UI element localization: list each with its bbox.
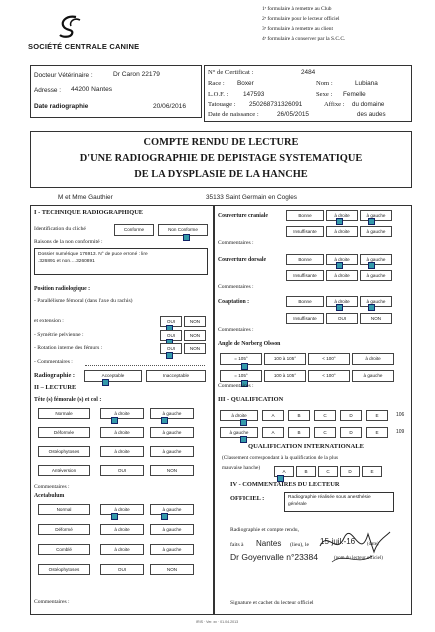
grade-option-b[interactable]: B [288,410,310,421]
scc-logo [56,14,84,40]
date-suffix: (date) [367,542,379,547]
footer: IRIS · Ver. xx · 01.04.2013 [196,620,239,624]
couv-cr-bonne[interactable]: Bonne [286,210,324,221]
radio-date: 20/06/2016 [153,103,187,110]
qualification-side: à droite [220,410,258,421]
grade-option-d[interactable]: D [340,427,362,438]
table-option-right[interactable]: à droite [100,408,144,419]
section-commentaires: IV - COMMENTAIRES DU LECTEUR [230,481,340,488]
vet-address: 44200 Nantes [71,86,113,93]
couv-do-insuf-droite[interactable]: à droite [326,270,358,281]
rotation-oui[interactable]: OUI [160,343,182,354]
race: Boxer [237,80,254,87]
grade-option-e[interactable]: E [366,427,388,438]
norberg-left-100-105[interactable]: 100 à 105° [264,370,306,382]
grade-option-d[interactable]: D [340,410,362,421]
qualification-side: à gauche [220,427,258,438]
coapt-oui[interactable]: OUI [326,313,358,324]
report-made-label: Radiographie et compte rendu, [230,527,299,533]
dog-name: Lubiana [355,80,378,87]
coapt-non[interactable]: NON [360,313,392,324]
checked-mark [368,255,375,274]
parallelisme-label: - Parallélisme fémoral (dans l'axe du rachis) [34,298,133,304]
checked-mark [111,506,118,525]
table-row-label: Ostéophytoses [38,446,90,457]
sex-label: Sexe : [316,91,333,98]
table-option-left[interactable]: à gauche [150,427,194,438]
qi-grade-a[interactable]: A [274,466,294,477]
couv-do-gauche[interactable]: à gauche [360,254,392,265]
couv-cr-insuf-gauche[interactable]: à gauche [360,226,392,237]
table-row-label: Déformée [38,427,90,438]
officiel-label: OFFICIEL : [230,495,265,502]
norberg-right-side: à droite [352,353,394,365]
table-option-right[interactable]: OUI [100,564,144,575]
lof-number: 147593 [243,91,265,98]
reader-label: (nom du lecteur officiel) [334,556,383,561]
qi-grade-b[interactable]: B [296,466,316,477]
faits-a-label: faits à [230,542,244,548]
cert-label: N° de Certificat : [208,69,254,76]
couv-do-droite[interactable]: à droite [326,254,358,265]
table-option-right[interactable]: à droite [100,446,144,457]
angle-right-value: 106 [396,412,405,418]
grade-option-e[interactable]: E [366,410,388,421]
table-option-left[interactable]: à gauche [150,408,194,419]
extension-oui[interactable]: OUI [160,316,182,327]
inacceptable-option[interactable]: Inacceptable [146,370,206,382]
table-option-left[interactable]: NON [150,465,194,476]
table-option-right[interactable]: à droite [100,544,144,555]
dob: 26/05/2015 [277,111,309,118]
org-name: SOCIÉTÉ CENTRALE CANINE [28,42,140,51]
checked-mark [166,345,173,364]
raisons-label: Raisons de la non conformité : [34,239,103,245]
grade-option-c[interactable]: C [314,427,336,438]
officiel-box [284,492,394,512]
checked-mark [111,410,118,429]
non-conforme-option[interactable]: Non Conforme [158,224,208,236]
table-row-label: Déformé [38,524,90,535]
coaptation-label: Coaptation : [218,299,250,305]
report-date: 15-juil.-16 [320,537,356,546]
section-lecture: II – LECTURE [34,384,77,391]
vet-address-label: Adresse : [34,87,61,94]
norberg-left-side: à gauche [352,370,394,382]
position-label: Position radiologique : [34,286,91,292]
symetrie-oui[interactable]: OUI [160,330,182,341]
table-option-left[interactable]: à gauche [150,524,194,535]
symetrie-non[interactable]: NON [184,330,206,341]
table-row-label: Normal [38,504,90,515]
vet-name: Dr Caron 22179 [113,71,160,78]
signature-label: Signature et cachet du lecteur officiel [230,600,314,606]
couv-do-bonne[interactable]: Bonne [286,254,324,265]
symetrie-label: - Symétrie pelvienne : [34,332,84,338]
reader-name: Dr Goyenvalle n°23384 [230,552,318,562]
norberg-left-ge105[interactable]: = 105° [220,370,262,382]
commentaires-label: Commentaires : [34,484,70,490]
commentaires-label: Commentaires : [34,599,70,605]
norberg-right-100-105[interactable]: 100 à 105° [264,353,306,365]
officiel-text-1: Radiographie réalisée sous anesthésie [288,495,371,500]
qi-text-1: (Classement correspondant à la qualification de la plus [222,455,339,461]
dog-name-label: Nom : [316,80,333,87]
table-row-label: Antéversion [38,465,90,476]
raisons-text-1: Dossier numérique 176913. N° de puce erroné : lire [38,252,148,257]
couverture-craniale-label: Couverture craniale [218,213,268,219]
dog-box [204,65,412,122]
checked-mark [368,211,375,230]
copy-line: 2ᵉ formulaire pour le lecteur officiel [262,16,340,22]
table-option-right[interactable]: OUI [100,465,144,476]
table-option-left[interactable]: à gauche [150,504,194,515]
grade-option-a[interactable]: A [262,410,284,421]
affix-line1: du domaine [352,101,385,108]
coapt-gauche[interactable]: à gauche [360,296,392,307]
extension-non[interactable]: NON [184,316,206,327]
couv-cr-insuffisante[interactable]: Insuffisante [286,226,324,237]
grade-option-b[interactable]: B [288,427,310,438]
reader-signature [312,522,392,570]
norberg-label: Angle de Norberg Olsson [218,341,281,347]
norberg-right-ge105[interactable]: = 105° [220,353,262,365]
copies-list [262,4,345,44]
commentaires-label: Commentaires : [218,383,254,389]
lieu-label: (lieu), le [290,542,309,548]
section-qualification: III - QUALIFICATION [218,396,284,403]
title-line1: COMPTE RENDU DE LECTURE [143,137,299,148]
coapt-droite[interactable]: à droite [326,296,358,307]
owner-name: M et Mme Gauthier [58,194,113,201]
couv-cr-insuf-droite[interactable]: à droite [326,226,358,237]
tete-label: Tête (s) fémorale (s) et col : [34,397,102,403]
lof-label: L.O.F. : [208,91,229,98]
tattoo-label: Tatouage : [208,101,236,108]
owner-city: 35133 Saint Germain en Cogles [206,194,297,201]
race-label: Race : [208,80,225,87]
checked-mark [102,372,109,391]
table-option-right[interactable]: à droite [100,524,144,535]
table-option-right[interactable]: à droite [100,427,144,438]
rotation-label: - Rotation interne des fémurs : [34,345,103,351]
commentaires-label: Commentaires : [218,240,254,246]
officiel-text-2: générale [288,502,307,507]
raisons-box [34,248,208,275]
copy-line: 3ᵉ formulaire à remettre au client [262,26,333,32]
checked-mark [336,297,343,316]
report-city: Nantes [256,539,282,548]
commentaires-label: - Commentaires : [34,359,73,365]
copy-line: 4ᵉ formulaire à conserver par la S.C.C. [262,36,346,42]
couv-do-insuffisante[interactable]: Insuffisante [286,270,324,281]
commentaires-label: Commentaires : [218,284,254,290]
rotation-non[interactable]: NON [184,343,206,354]
qi-text-2: mauvaise hanche) [222,465,261,471]
affix-label: Affixe : [324,101,345,108]
checked-mark [161,506,168,525]
radiographie-label: Radiographie : [34,372,76,379]
qi-grade-d[interactable]: D [340,466,360,477]
couverture-dorsale-label: Couverture dorsale [218,257,267,263]
checked-mark [183,227,190,246]
couv-do-insuf-gauche[interactable]: à gauche [360,270,392,281]
raisons-text-2: .326891 et non….3260891 [38,259,95,264]
affix-line2: des audes [357,111,386,118]
vet-label: Docteur Vétérinaire : [34,72,93,79]
ident-label: Identification du cliché [34,226,86,232]
commentaires-label: Commentaires : [218,327,254,333]
table-row-label: Ostéophytoses [38,564,90,575]
qi-grade-c[interactable]: C [318,466,338,477]
checked-mark [336,211,343,230]
table-row-label: Comblé [38,544,90,555]
checked-mark [240,429,247,448]
grade-option-c[interactable]: C [314,410,336,421]
extension-label: et extension : [34,318,64,324]
cert-number: 2484 [301,69,316,76]
sex: Femelle [343,91,366,98]
checked-mark [368,297,375,316]
norberg-left-lt100[interactable]: < 100° [308,370,350,382]
title-line2: D'UNE RADIOGRAPHIE DE DEPISTAGE SYSTEMATIQUE [79,153,363,164]
acetabulum-label: Acetabulum [34,493,65,499]
grade-option-a[interactable]: A [262,427,284,438]
table-option-left[interactable]: NON [150,564,194,575]
title-box [30,131,412,188]
dob-label: Date de naissance : [208,111,259,118]
vet-box [30,65,202,118]
title-line3: DE LA DYSPLASIE DE LA HANCHE [134,169,308,180]
couv-cr-gauche[interactable]: à gauche [360,210,392,221]
table-option-left[interactable]: à gauche [150,446,194,457]
norberg-right-lt100[interactable]: < 100° [308,353,350,365]
table-option-left[interactable]: à gauche [150,544,194,555]
checked-mark [161,410,168,429]
table-row-label: Normale [38,408,90,419]
couv-cr-droite[interactable]: à droite [326,210,358,221]
angle-left-value: 109 [396,429,405,435]
divider [85,365,205,366]
copy-line: 1ᵉ formulaire à remettre au Club [262,6,332,12]
coapt-insuffisante[interactable]: Insuffisante [286,313,324,324]
tattoo: 250268731326091 [249,101,303,108]
qi-heading: QUALIFICATION INTERNATIONALE [248,443,365,450]
coapt-bonne[interactable]: Bonne [286,296,324,307]
qi-grade-e[interactable]: E [362,466,382,477]
acceptable-option[interactable]: Acceptable [84,370,142,382]
checked-mark [336,255,343,274]
section-technique: I - TECHNIQUE RADIOGRAPHIQUE [34,209,144,216]
conforme-option[interactable]: Conforme [114,224,154,236]
radio-date-label: Date radiographie [34,103,89,110]
table-option-right[interactable]: à droite [100,504,144,515]
